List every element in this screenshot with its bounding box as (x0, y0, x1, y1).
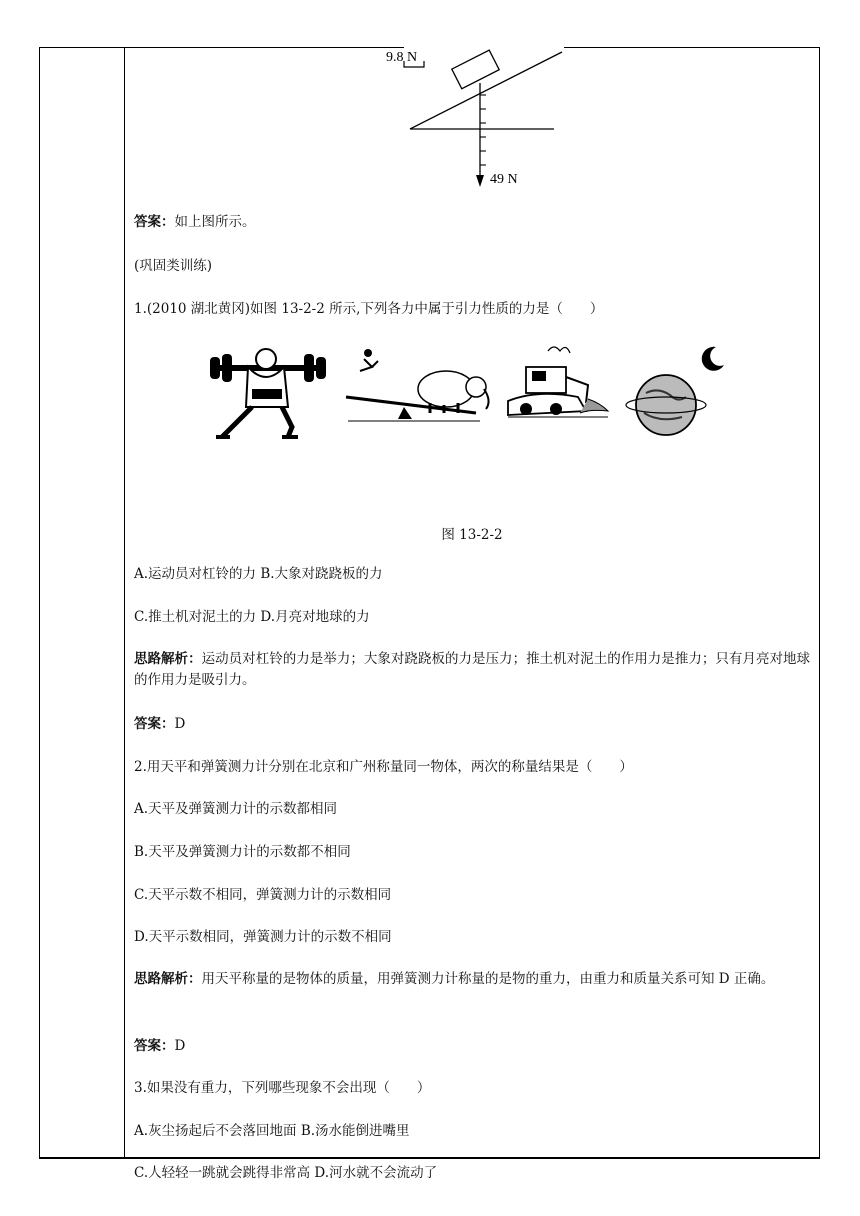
q2-option-a: A.天平及弹簧测力计的示数都相同 (134, 801, 338, 817)
incline-force-diagram (386, 47, 564, 192)
q2-stem: 2.用天平和弹簧测力计分别在北京和广州称量同一物体，两次的称量结果是（ ） (134, 759, 633, 775)
q1-answer (134, 715, 185, 733)
q1-options-line-2: C.推土机对泥土的力 D.月亮对地球的力 (134, 609, 370, 625)
answer-value: D (174, 1038, 186, 1054)
q1-options-line-1: A.运动员对杠铃的力 B.大象对跷跷板的力 (134, 566, 383, 582)
q2-option-b: B.天平及弹簧测力计的示数都不相同 (134, 844, 351, 860)
earth-moon-illustration (626, 347, 724, 435)
section-heading: (巩固类训练) (134, 258, 213, 274)
q2-option-c: C.天平示数不相同，弹簧测力计的示数相同 (134, 887, 392, 903)
force-label-top: 9.8 N (386, 50, 418, 65)
elephant-seesaw-illustration (346, 349, 489, 421)
analysis-label: 思路解析： (134, 651, 202, 667)
analysis-label: 思路解析： (134, 971, 202, 987)
q2-option-d: D.天平示数相同，弹簧测力计的示数不相同 (134, 929, 392, 945)
bulldozer-illustration (508, 347, 608, 417)
answer-label: 答案： (134, 716, 175, 732)
q3-options-line-1: A.灰尘扬起后不会落回地面 B.汤水能倒进嘴里 (134, 1123, 410, 1139)
force-label-bottom: 49 N (490, 172, 518, 187)
q2-analysis (134, 969, 810, 990)
q2-answer (134, 1037, 185, 1055)
answer-line-1 (134, 213, 256, 231)
weightlifter-illustration (210, 349, 326, 437)
answer-label: 答案： (134, 214, 175, 230)
analysis-text: 运动员对杠铃的力是举力；大象对跷跷板的力是压力；推土机对泥土的作用力是推力；只有月亮对地球的作用力是吸引力。 (134, 651, 811, 688)
analysis-text: 用天平称量的是物体的质量，用弹簧测力计称量的是物的重力，由重力和质量关系可知 D 正确。 (201, 971, 775, 987)
q3-options-line-2: C.人轻轻一跳就会跳得非常高 D.河水就不会流动了 (134, 1165, 438, 1181)
q3-stem: 3.如果没有重力，下列哪些现象不会出现（ ） (134, 1080, 431, 1096)
answer-value: D (174, 716, 186, 732)
table-bottom-border (39, 1157, 820, 1159)
answer-label: 答案： (134, 1038, 175, 1054)
q1-illustrations (208, 337, 748, 452)
q1-stem: 1.(2010 湖北黄冈)如图 13-2-2 所示,下列各力中属于引力性质的力是（ ） (134, 301, 604, 317)
q1-analysis (134, 649, 810, 691)
column-divider (124, 47, 125, 1158)
answer-text: 如上图所示。 (174, 214, 256, 230)
q1-figure-caption: 图 13-2-2 (441, 527, 503, 543)
